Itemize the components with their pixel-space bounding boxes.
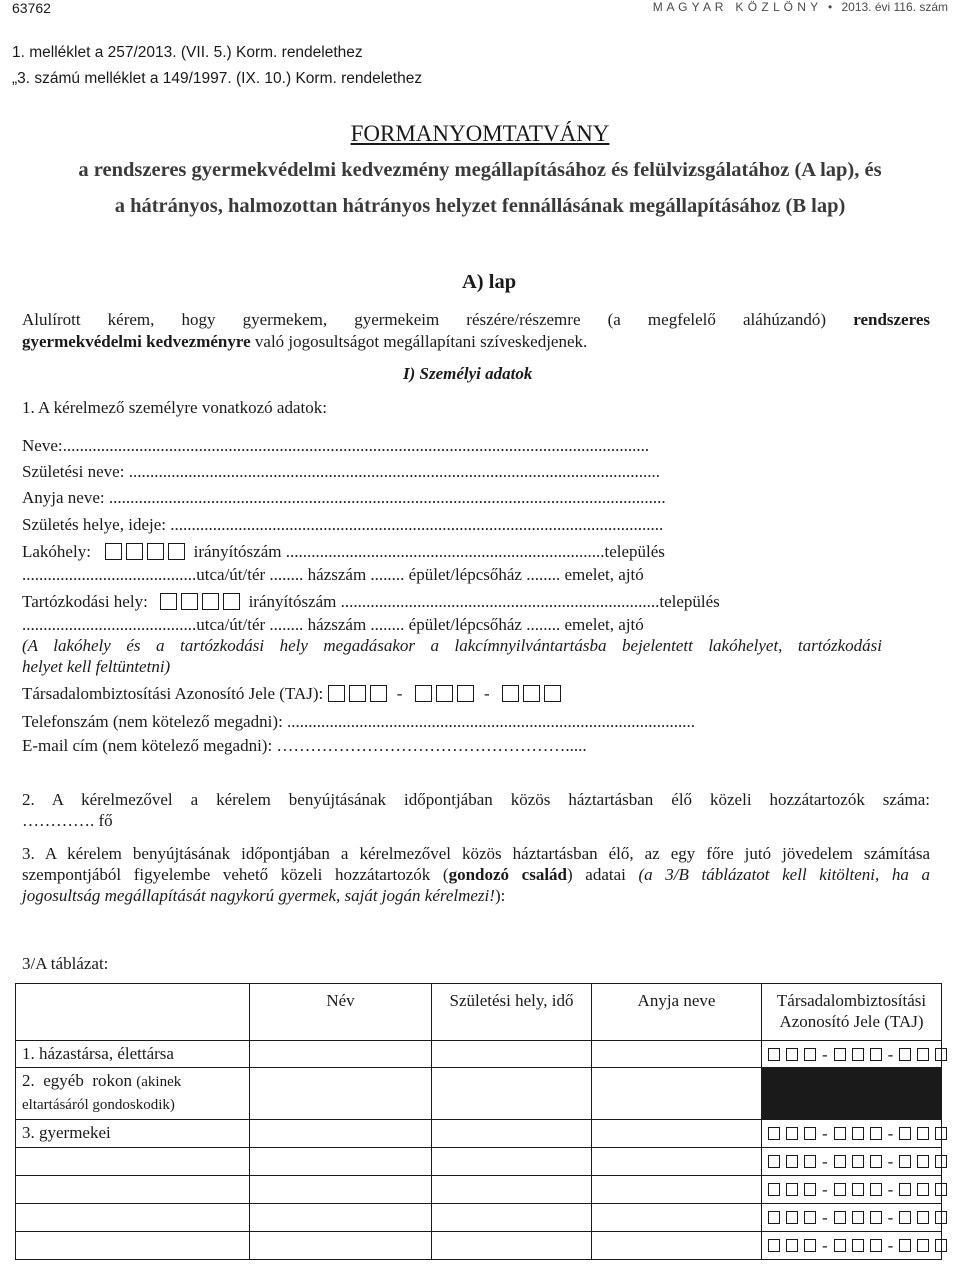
birth-name-field[interactable]: Születési neve: ............................................................................................................................. xyxy=(22,462,660,481)
table-header-taj: Társadalombiztosítási Azonosító Jele (TAJ) xyxy=(762,984,942,1041)
issue-number: 2013. évi 116. szám xyxy=(841,0,948,14)
taj-digit-box[interactable] xyxy=(870,1155,882,1168)
taj-digit-box[interactable] xyxy=(786,1183,798,1196)
table-cell[interactable] xyxy=(16,1148,250,1176)
taj-digit-box[interactable] xyxy=(870,1048,882,1061)
taj-digit-box[interactable] xyxy=(870,1211,882,1224)
taj-separator: - xyxy=(887,1236,894,1255)
taj-digit-box[interactable] xyxy=(852,1127,864,1140)
taj-cell[interactable] xyxy=(762,1041,942,1068)
intro-text: Alulírott kérem, hogy gyermekem, gyermekeim részére/részemre (a megfelelő aláhúzandó) xyxy=(22,310,827,329)
table-cell[interactable] xyxy=(250,1068,432,1120)
email-field[interactable]: E-mail cím (nem kötelező megadni): ……………………………………………..... xyxy=(22,736,587,755)
table-cell[interactable] xyxy=(432,1148,592,1176)
row-label-other-relative xyxy=(16,1068,250,1120)
taj-digit-box[interactable] xyxy=(917,1155,929,1168)
row-label-children: 3. gyermekei xyxy=(16,1120,250,1148)
taj-digit-box[interactable] xyxy=(852,1239,864,1252)
row-label-small-2: eltartásáról gondoskodik) xyxy=(22,1097,175,1113)
taj-digit-box[interactable] xyxy=(935,1183,947,1196)
taj-separator: - xyxy=(822,1124,828,1143)
taj-separator: - xyxy=(822,1180,828,1199)
intro-line-1 xyxy=(22,309,930,330)
table-cell[interactable] xyxy=(432,1176,592,1204)
taj-digit-box[interactable] xyxy=(834,1183,846,1196)
intro-text-2: való jogosultságot megállapítani szíveskedjenek. xyxy=(254,332,588,351)
taj-digit-box[interactable] xyxy=(899,1048,911,1061)
postal-code-label: irányítószám xyxy=(193,542,282,561)
settlement-field[interactable]: ...........................................................................település xyxy=(285,542,665,561)
table-header-mother: Anyja neve xyxy=(592,984,762,1041)
taj-digit-box[interactable] xyxy=(786,1127,798,1140)
taj-digit-box[interactable] xyxy=(768,1048,780,1061)
item-3-italic: (a 3/B táblázatot kell kitölteni, ha a xyxy=(638,865,931,884)
intro-line-2 xyxy=(22,331,587,352)
row-label-small: (akinek xyxy=(136,1074,182,1090)
taj-digit-box[interactable] xyxy=(917,1239,929,1252)
table-cell[interactable] xyxy=(592,1232,762,1260)
postal-code-box[interactable] xyxy=(223,593,240,610)
taj-digit-box[interactable] xyxy=(899,1155,911,1168)
taj-digit-box[interactable] xyxy=(852,1155,864,1168)
form-title: FORMANYOMTATVÁNY xyxy=(350,121,610,146)
residence-row xyxy=(22,541,884,562)
item-3-italic-2: jogosultság megállapítását nagykorú gyermek, saját jogán kérelmezi! xyxy=(22,886,495,905)
table-cell[interactable] xyxy=(432,1204,592,1232)
taj-digit-box[interactable] xyxy=(870,1127,882,1140)
stay-row xyxy=(22,591,884,612)
row-label-text: 2. egyéb rokon xyxy=(22,1071,137,1090)
taj-separator: - xyxy=(822,1236,828,1255)
page-number: 63762 xyxy=(12,0,51,16)
household-count-field[interactable]: …………. fő xyxy=(22,811,113,830)
table-3a-caption: 3/A táblázat: xyxy=(22,954,109,973)
taj-digit-box[interactable] xyxy=(768,1155,780,1168)
taj-separator: - xyxy=(822,1044,828,1064)
table-header-name: Név xyxy=(250,984,432,1041)
taj-digit-box[interactable] xyxy=(935,1127,947,1140)
table-cell[interactable] xyxy=(250,1120,432,1148)
taj-digit-box[interactable] xyxy=(786,1048,798,1061)
taj-digit-box[interactable] xyxy=(852,1211,864,1224)
postal-code-box[interactable] xyxy=(147,543,164,560)
taj-digit-box[interactable] xyxy=(457,685,474,702)
table-cell[interactable] xyxy=(16,1204,250,1232)
taj-separator: - xyxy=(887,1044,894,1064)
form-subtitle-2: a hátrányos, halmozottan hátrányos helyzet fennállásának megállapításához (B lap) xyxy=(114,195,846,217)
taj-cell[interactable] xyxy=(762,1176,942,1204)
intro-bold-1: rendszeres xyxy=(853,310,931,329)
taj-digit-box[interactable] xyxy=(370,685,387,702)
taj-digit-box[interactable] xyxy=(436,685,453,702)
taj-digit-box[interactable] xyxy=(502,685,519,702)
postal-code-box[interactable] xyxy=(105,543,122,560)
taj-digit-box[interactable] xyxy=(935,1239,947,1252)
taj-digit-box[interactable] xyxy=(917,1127,929,1140)
mother-name-field[interactable]: Anyja neve: ................................................................................................................................... xyxy=(22,488,666,507)
address-note-line-1: (A lakóhely és a tartózkodási hely megadásakor a lakcímnyilvántartásba bejelentett lakóhelyet, tartózkodási xyxy=(22,636,882,655)
taj-digit-box[interactable] xyxy=(899,1183,911,1196)
taj-separator: - xyxy=(483,684,490,703)
taj-digit-box[interactable] xyxy=(768,1211,780,1224)
postal-code-box[interactable] xyxy=(126,543,143,560)
taj-digit-box[interactable] xyxy=(870,1183,882,1196)
taj-digit-box[interactable] xyxy=(917,1048,929,1061)
stay-settlement-field[interactable]: ...........................................................................település xyxy=(340,592,720,611)
section-a-heading: A) lap xyxy=(462,271,517,293)
name-field[interactable]: Neve:.......................................................................................................................................... xyxy=(22,436,650,455)
journal-name: M A G Y A R K Ö Z L Ö N Y xyxy=(652,0,819,14)
table-cell[interactable] xyxy=(432,1120,592,1148)
postal-code-box[interactable] xyxy=(181,593,198,610)
taj-digit-box[interactable] xyxy=(804,1239,816,1252)
table-cell[interactable] xyxy=(250,1232,432,1260)
annex-line-2: „3. számú melléklet a 149/1997. (IX. 10.) Korm. rendelethez xyxy=(12,70,423,87)
table-cell[interactable] xyxy=(250,1204,432,1232)
table-header-birth: Születési hely, idő xyxy=(432,984,592,1041)
taj-digit-box[interactable] xyxy=(786,1211,798,1224)
taj-digit-box[interactable] xyxy=(834,1239,846,1252)
table-cell[interactable] xyxy=(592,1148,762,1176)
stay-street-field[interactable]: .........................................utca/út/tér ........ házszám ........ épület/lépcsőház ........ emelet, ajtó xyxy=(22,615,644,634)
taj-digit-box[interactable] xyxy=(804,1155,816,1168)
annex-line-1: 1. melléklet a 257/2013. (VII. 5.) Korm. rendelethez xyxy=(12,44,363,61)
table-cell[interactable] xyxy=(250,1041,432,1068)
taj-digit-box[interactable] xyxy=(852,1048,864,1061)
table-cell[interactable] xyxy=(250,1176,432,1204)
table-cell[interactable] xyxy=(16,1176,250,1204)
taj-digit-box[interactable] xyxy=(917,1211,929,1224)
phone-field[interactable]: Telefonszám (nem kötelező megadni): ................................................................................................ xyxy=(22,712,696,731)
postal-code-box[interactable] xyxy=(168,543,185,560)
taj-digit-box[interactable] xyxy=(935,1211,947,1224)
item-3-text-2: ) adatai xyxy=(567,865,639,884)
item-2-line-1: 2. A kérelmezővel a kérelem benyújtásának időpontjában közös háztartásban élő közeli hozzátartozók száma: xyxy=(22,790,930,809)
taj-separator: - xyxy=(822,1152,828,1171)
taj-separator: - xyxy=(822,1208,828,1227)
taj-separator: - xyxy=(887,1152,894,1171)
taj-digit-box[interactable] xyxy=(523,685,540,702)
postal-code-box[interactable] xyxy=(160,593,177,610)
taj-digit-box[interactable] xyxy=(899,1211,911,1224)
table-cell[interactable] xyxy=(16,1232,250,1260)
table-cell[interactable] xyxy=(592,1068,762,1120)
item-3-text: szempontjából figyelembe vehető közeli hozzátartozók ( xyxy=(22,865,449,884)
taj-digit-box[interactable] xyxy=(834,1048,846,1061)
personal-heading: I) Személyi adatok xyxy=(403,364,533,383)
taj-digit-box[interactable] xyxy=(544,685,561,702)
residence-label: Lakóhely: xyxy=(22,542,91,561)
item-3-line-3 xyxy=(22,885,505,906)
item-3-bold: gondozó család xyxy=(448,865,567,884)
taj-digit-box[interactable] xyxy=(917,1183,929,1196)
taj-digit-box[interactable] xyxy=(804,1183,816,1196)
table-cell[interactable] xyxy=(250,1148,432,1176)
taj-separator: - xyxy=(887,1208,894,1227)
birth-place-date-field[interactable]: Születés helye, ideje: .................................................................................................................... xyxy=(22,515,664,534)
item-3-line-1: 3. A kérelem benyújtásának időpontjában a kérelmezővel közös háztartásban élő, az egy főre jutó jövedelem számítása xyxy=(22,844,930,863)
taj-digit-box[interactable] xyxy=(768,1239,780,1252)
taj-digit-box[interactable] xyxy=(935,1155,947,1168)
item-3-end: ): xyxy=(494,886,506,905)
form-subtitle-1: a rendszeres gyermekvédelmi kedvezmény megállapításához és felülvizsgálatához (A lap), és xyxy=(78,159,882,181)
taj-separator: - xyxy=(396,684,403,703)
taj-digit-box[interactable] xyxy=(870,1239,882,1252)
intro-bold-2: gyermekvédelmi kedvezményre xyxy=(22,332,251,351)
taj-separator: - xyxy=(887,1124,894,1143)
taj-digit-box[interactable] xyxy=(804,1127,816,1140)
address-note-line-2: helyet kell feltüntetni) xyxy=(22,657,171,676)
item-1-label: 1. A kérelmező személyre vonatkozó adatok: xyxy=(22,398,327,417)
table-cell[interactable] xyxy=(432,1041,592,1068)
taj-digit-box[interactable] xyxy=(804,1211,816,1224)
taj-digit-box[interactable] xyxy=(834,1155,846,1168)
taj-cell[interactable] xyxy=(762,1120,942,1148)
table-header-empty xyxy=(16,984,250,1041)
taj-row xyxy=(22,683,565,704)
taj-digit-box[interactable] xyxy=(328,685,345,702)
taj-digit-box[interactable] xyxy=(804,1048,816,1061)
row-label-spouse: 1. házastársa, élettársa xyxy=(16,1041,250,1068)
taj-digit-box[interactable] xyxy=(349,685,366,702)
table-cell[interactable] xyxy=(592,1041,762,1068)
taj-digit-box[interactable] xyxy=(768,1183,780,1196)
table-cell[interactable] xyxy=(432,1068,592,1120)
taj-digit-box[interactable] xyxy=(786,1155,798,1168)
taj-digit-box[interactable] xyxy=(935,1048,947,1061)
table-cell[interactable] xyxy=(592,1176,762,1204)
postal-code-box[interactable] xyxy=(202,593,219,610)
residence-street-field[interactable]: .........................................utca/út/tér ........ házszám ........ épület/lépcsőház ........ emelet, ajtó xyxy=(22,565,644,584)
taj-label: Társadalombiztosítási Azonosító Jele (TAJ): xyxy=(22,684,324,703)
table-cell[interactable] xyxy=(592,1120,762,1148)
table-cell[interactable] xyxy=(432,1232,592,1260)
stay-label: Tartózkodási hely: xyxy=(22,592,148,611)
journal-header xyxy=(653,0,948,14)
taj-cell[interactable] xyxy=(762,1204,942,1232)
taj-cell[interactable] xyxy=(762,1148,942,1176)
item-3-line-2 xyxy=(22,864,930,885)
taj-digit-box[interactable] xyxy=(899,1127,911,1140)
blacked-out-cell xyxy=(762,1068,942,1120)
taj-digit-box[interactable] xyxy=(768,1127,780,1140)
taj-digit-box[interactable] xyxy=(834,1127,846,1140)
table-3a xyxy=(15,983,942,1260)
taj-digit-box[interactable] xyxy=(852,1183,864,1196)
postal-code-label: irányítószám xyxy=(248,592,337,611)
taj-digit-box[interactable] xyxy=(899,1239,911,1252)
bullet-separator: • xyxy=(827,0,833,14)
taj-separator: - xyxy=(887,1180,894,1199)
taj-digit-box[interactable] xyxy=(834,1211,846,1224)
taj-digit-box[interactable] xyxy=(786,1239,798,1252)
taj-digit-box[interactable] xyxy=(415,685,432,702)
taj-cell[interactable] xyxy=(762,1232,942,1260)
table-cell[interactable] xyxy=(592,1204,762,1232)
